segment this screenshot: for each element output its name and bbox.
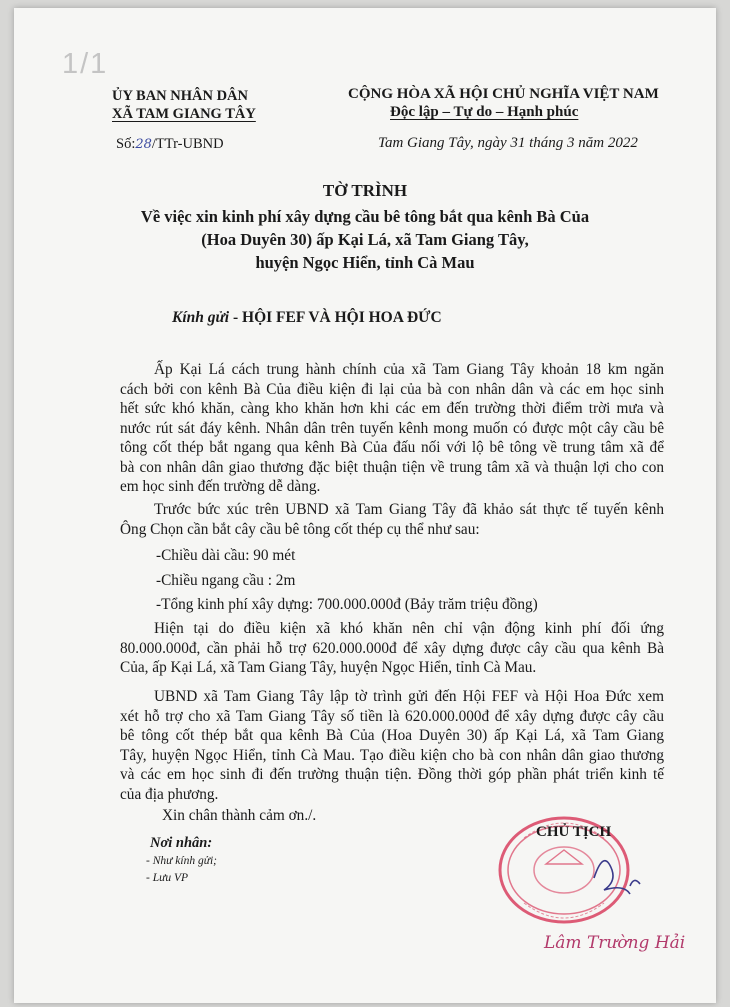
- doc-number-suffix: /TTr-UBND: [151, 136, 224, 152]
- nation-title: CỘNG HÒA XÃ HỘI CHỦ NGHĨA VIỆT NAM: [348, 86, 659, 102]
- paragraph-line: cách bởi con kênh Bà Của điều kiện đi lại của bà con nhân dân và các em học sinh: [120, 380, 664, 398]
- recipient-label: Kính gửi: [172, 309, 230, 326]
- subject-line-3: huyện Ngọc Hiển, tỉnh Cà Mau: [255, 253, 475, 272]
- paragraph-2: [120, 500, 664, 539]
- signer-name: Lâm Trường Hải: [544, 933, 686, 953]
- paragraph-line: nước rút sát đáy kênh. Nhân dân trên tuyến kênh mong muốn có được một cây cầu bê: [120, 419, 664, 437]
- recipient-item-1: - Như kính gửi;: [146, 855, 217, 867]
- paragraph-line: Trước bức xúc trên UBND xã Tam Giang Tây đã khảo sát thực tế tuyến kênh: [154, 501, 664, 518]
- paragraph-line: UBND xã Tam Giang Tây lập tờ trình gửi đến Hội FEF và Hội Hoa Đức xem: [154, 688, 664, 705]
- subject-line-1: Về việc xin kinh phí xây dựng cầu bê tông bắt qua kênh Bà Của: [140, 207, 590, 226]
- paragraph-4: [120, 687, 664, 804]
- spec-cost: -Tổng kinh phí xây dựng: 700.000.000đ (Bảy trăm triệu đồng): [156, 596, 538, 613]
- paragraph-1: [120, 360, 664, 497]
- paragraph-line: bê tông cốt thép bắt qua kênh Bà Của (Hoa Duyên 30) ấp Kại Lá, xã Tam Giang: [120, 727, 664, 744]
- recipient-line: [172, 309, 442, 327]
- paragraph-line: hết sức khó khăn, càng kho khăn hơn khi các em đến trường thời điểm trời mưa và: [120, 400, 664, 417]
- paragraph-line: 80.000.000đ, cần phải hỗ trợ 620.000.000đ để xây dựng được cây cầu qua kênh Bà: [120, 639, 664, 657]
- paragraph-line: xét hỗ trợ cho xã Tam Giang Tây số tiền là 620.000.000đ để xây dựng được cây cầu: [120, 707, 664, 725]
- recipient-item-2: - Lưu VP: [146, 872, 189, 884]
- spec-width: -Chiều ngang cầu : 2m: [156, 572, 296, 589]
- doc-number-prefix: Số:: [116, 136, 136, 152]
- document-page: [14, 8, 716, 1003]
- paragraph-line: của địa phương.: [120, 785, 219, 803]
- paragraph-3: [120, 619, 664, 678]
- paragraph-line: bà con nhân dân giao thương đặc biệt thuận tiện về trung tâm xã và thuận lợi cho con: [120, 458, 664, 476]
- org-line-1: ỦY BAN NHÂN DÂN: [112, 88, 249, 104]
- paragraph-line: Tây, huyện Ngọc Hiển, tỉnh Cà Mau. Tạo điều kiện cho bà con nhân dân giao thương: [120, 746, 664, 764]
- paragraph-line: tông cốt thép bắt ngang qua kênh Bà Của đấu nối với lộ bê tông về trung tâm xã để: [120, 439, 664, 456]
- paragraph-line: và các em học sinh đi đến trường thuận tiện. Đồng thời góp phần phát triển kinh tế: [120, 766, 664, 783]
- paragraph-line: Của, ấp Kại Lá, xã Tam Giang Tây, huyện Ngọc Hiển, tỉnh Cà Mau.: [120, 659, 537, 676]
- doc-number: [116, 136, 224, 153]
- motto: Độc lập – Tự do – Hạnh phúc: [390, 104, 579, 120]
- spec-length: -Chiều dài cầu: 90 mét: [156, 547, 296, 564]
- paragraph-line: Ông Chọn cần bắt cây cầu bê tông cốt thép cụ thể như sau:: [120, 520, 480, 538]
- place-date: Tam Giang Tây, ngày 31 tháng 3 năm 2022: [378, 135, 638, 151]
- subject-line-2: (Hoa Duyên 30) ấp Kại Lá, xã Tam Giang Tây,: [201, 230, 529, 249]
- paragraph-line: em học sinh đến trường dễ dàng.: [120, 478, 321, 495]
- paragraph-line: Hiện tại do điều kiện xã khó khăn nên chỉ vận động kinh phí đối ứng: [154, 620, 664, 637]
- signer-title: CHỦ TỊCH: [536, 824, 612, 840]
- document-title: TỜ TRÌNH: [322, 181, 408, 200]
- thanks-line: Xin chân thành cảm ơn./.: [162, 807, 317, 824]
- doc-number-handwritten: 28: [135, 137, 152, 152]
- paragraph-line: Ấp Kại Lá cách trung hành chính của xã Tam Giang Tây khoản 18 km ngăn: [154, 361, 664, 378]
- page-indicator: 1/1: [62, 48, 109, 80]
- recipient-name: - HỘI FEF VÀ HỘI HOA ĐỨC: [229, 309, 442, 326]
- org-line-2: XÃ TAM GIANG TÂY: [112, 106, 256, 122]
- recipients-title: Nơi nhân:: [150, 835, 213, 851]
